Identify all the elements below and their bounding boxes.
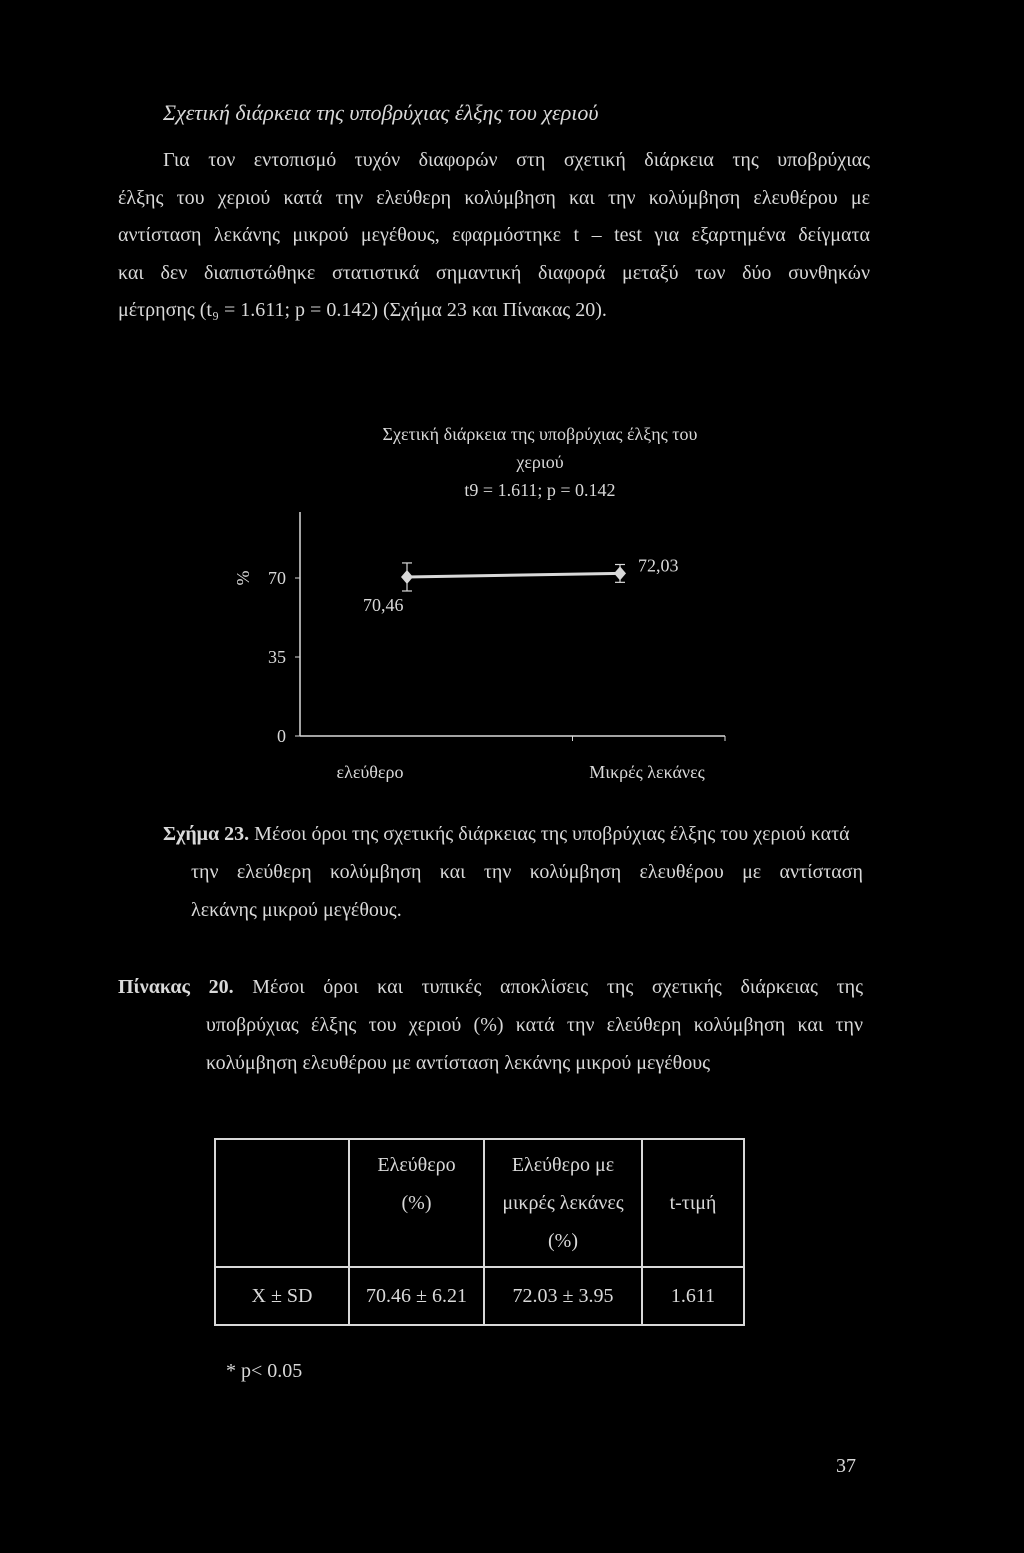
header-text: (%) [548, 1230, 578, 1252]
page-number: 37 [836, 1455, 856, 1477]
data-label: 70,46 [363, 594, 404, 615]
table-header-cell [349, 1139, 484, 1267]
y-tick-label: 35 [268, 647, 286, 667]
table-header-cell [484, 1139, 642, 1267]
table-caption-line: κολύμβηση ελευθέρου με αντίσταση λεκάνης μικρού μεγέθους [206, 1052, 711, 1074]
chart-title-line: Σχετική διάρκεια της υποβρύχιας έλξης του [382, 424, 698, 444]
header-text: Ελεύθερο [377, 1154, 456, 1176]
paragraph-line: και δεν διαπιστώθηκε στατιστικά σημαντική διαφορά μεταξύ των δύο συνθηκών [118, 261, 870, 284]
chart-title-line: χεριού [516, 452, 564, 472]
section-heading: Σχετική διάρκεια της υποβρύχιας έλξης του χεριού [163, 100, 599, 125]
y-axis-label: % [233, 570, 253, 586]
data-point-marker [614, 566, 626, 580]
figure-caption-line: την ελεύθερη κολύμβηση και την κολύμβηση ελευθέρου με αντίσταση [191, 861, 863, 883]
table-caption [118, 968, 863, 1082]
data-point-marker [401, 570, 413, 584]
header-text: Ελεύθερο με [511, 1154, 615, 1176]
header-text: t-τιμή [669, 1192, 717, 1214]
x-category-label: Μικρές λεκάνες [589, 762, 705, 782]
figure-label: Σχήμα 23. [163, 823, 250, 845]
figure-caption [163, 815, 863, 929]
figure-caption-line: Μέσοι όροι της σχετικής διάρκειας της υποβρύχιας έλξης του χεριού κατά [254, 823, 850, 845]
table-header-row [215, 1139, 744, 1267]
table-header-cell [215, 1139, 349, 1267]
table-caption-first-row [118, 968, 863, 1006]
table-cell: 70.46 ± 6.21 [349, 1267, 484, 1325]
paragraph-line: Για τον εντοπισμό τυχόν διαφορών στη σχετική διάρκεια της υποβρύχιας [163, 149, 870, 171]
paragraph-line: αντίσταση λεκάνης μικρού μεγέθους, εφαρμόστηκε t – test για εξαρτημένα δείγματα [118, 224, 870, 246]
table-cell: 1.611 [642, 1267, 744, 1325]
data-label: 72,03 [638, 555, 679, 576]
table-cell: X ± SD [215, 1267, 349, 1325]
chart-title-line: t9 = 1.611; p = 0.142 [464, 480, 616, 500]
table-caption-line: υποβρύχιας έλξης του χεριού (%) κατά την ελεύθερη κολύμβηση και την [206, 1014, 863, 1036]
series-line [407, 573, 620, 577]
paragraph-line: μέτρησης (t₉ = 1.611; p = 0.142) (Σχήμα 23 και Πίνακας 20). [118, 299, 607, 321]
figure-caption-first-row [163, 815, 863, 853]
header-text: μικρές λεκάνες [502, 1192, 624, 1214]
figure-caption-line: λεκάνης μικρού μεγέθους. [191, 899, 402, 921]
table-cell: 72.03 ± 3.95 [484, 1267, 642, 1325]
table-row [215, 1267, 744, 1325]
y-tick-label: 0 [277, 726, 286, 746]
results-table [214, 1138, 745, 1326]
table-label: Πίνακας 20. [118, 976, 234, 998]
paragraph-line: έλξης του χεριού κατά την ελεύθερη κολύμβηση και την κολύμβηση ελευθέρου με [118, 186, 870, 209]
y-tick-label: 70 [268, 568, 286, 588]
significance-note: * p< 0.05 [226, 1360, 303, 1382]
table-caption-line: Μέσοι όροι και τυπικές αποκλίσεις της σχετικής διάρκειας της [252, 976, 863, 998]
table-header-cell [642, 1139, 744, 1267]
header-text: (%) [401, 1192, 432, 1214]
x-category-label: ελεύθερο [336, 762, 404, 782]
